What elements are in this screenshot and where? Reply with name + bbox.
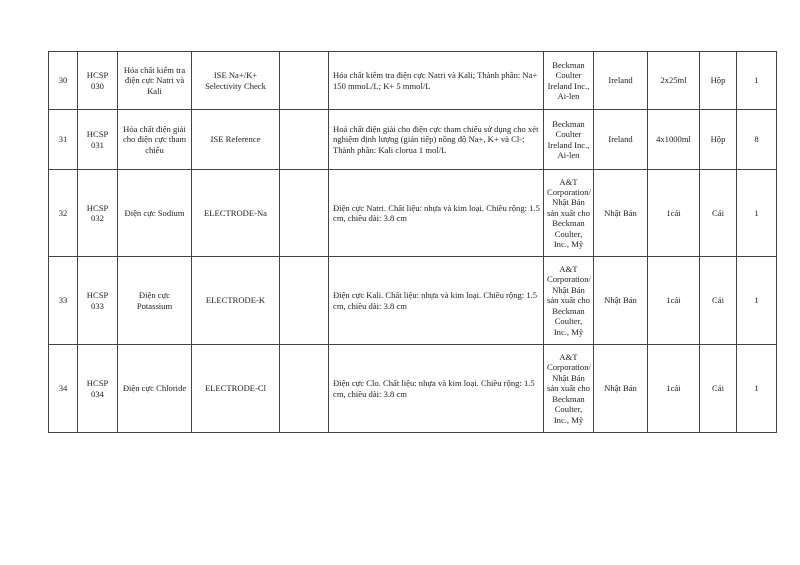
table-row: [49, 257, 777, 345]
manufacturer: Beckman Coulter Ireland Inc., Ai-len: [544, 52, 594, 110]
empty-cell: [280, 52, 329, 110]
product-name: Điện cực Chloride: [118, 345, 192, 433]
unit: Cái: [700, 345, 737, 433]
commercial-name: ELECTRODE-K: [192, 257, 280, 345]
unit: Hộp: [700, 52, 737, 110]
origin: Ireland: [594, 52, 648, 110]
product-code: HCSP 032: [78, 170, 118, 257]
origin: Nhật Bản: [594, 170, 648, 257]
table-row: [49, 345, 777, 433]
origin: Nhật Bản: [594, 345, 648, 433]
table-row: [49, 170, 777, 257]
empty-cell: [280, 345, 329, 433]
packing: 1cái: [648, 170, 700, 257]
manufacturer: A&T Corporation/ Nhật Bản sản xuất cho Beckman Coulter, Inc., Mỹ: [544, 345, 594, 433]
empty-cell: [280, 170, 329, 257]
quantity: 1: [737, 257, 777, 345]
row-number: 33: [49, 257, 78, 345]
table-row: [49, 52, 777, 110]
unit: Cái: [700, 257, 737, 345]
manufacturer: A&T Corporation/ Nhật Bản sản xuất cho Beckman Coulter, Inc., Mỹ: [544, 170, 594, 257]
origin: Nhật Bản: [594, 257, 648, 345]
quantity: 1: [737, 170, 777, 257]
packing: 4x1000ml: [648, 110, 700, 170]
product-code: HCSP 031: [78, 110, 118, 170]
specification: Điện cực Natri. Chất liệu: nhựa và kim loại. Chiều rộng: 1.5 cm, chiều dài: 3.8 cm: [329, 170, 544, 257]
specification: Điện cực Clo. Chất liệu: nhựa và kim loại. Chiều rộng: 1.5 cm, chiều dài: 3.8 cm: [329, 345, 544, 433]
quantity: 1: [737, 345, 777, 433]
packing: 1cái: [648, 257, 700, 345]
product-code: HCSP 034: [78, 345, 118, 433]
row-number: 30: [49, 52, 78, 110]
manufacturer: Beckman Coulter Ireland Inc., Ai-len: [544, 110, 594, 170]
product-name: Điện cực Sodium: [118, 170, 192, 257]
manufacturer: A&T Corporation/ Nhật Bản sản xuất cho Beckman Coulter, Inc., Mỹ: [544, 257, 594, 345]
specification: Hoá chất điện giải cho điện cực tham chiếu sử dụng cho xét nghiệm định lượng (gián tiếp) nồng độ Na+, K+ và Cl-; Thành phần: Kali clorua 1 mol/L: [329, 110, 544, 170]
specification: Điện cực Kali. Chất liệu: nhựa và kim loại. Chiều rộng: 1.5 cm, chiều dài: 3.8 cm: [329, 257, 544, 345]
empty-cell: [280, 110, 329, 170]
row-number: 32: [49, 170, 78, 257]
quantity: 1: [737, 52, 777, 110]
unit: Cái: [700, 170, 737, 257]
product-code: HCSP 033: [78, 257, 118, 345]
unit: Hộp: [700, 110, 737, 170]
empty-cell: [280, 257, 329, 345]
commercial-name: ISE Reference: [192, 110, 280, 170]
product-name: Điện cực Potassium: [118, 257, 192, 345]
row-number: 31: [49, 110, 78, 170]
product-code: HCSP 030: [78, 52, 118, 110]
product-name: Hóa chất kiểm tra điện cực Natri và Kali: [118, 52, 192, 110]
row-number: 34: [49, 345, 78, 433]
table-row: [49, 110, 777, 170]
specification: Hóa chất kiểm tra điện cực Natri và Kali; Thành phần: Na+ 150 mmoL/L; K+ 5 mmol/L: [329, 52, 544, 110]
packing: 1cái: [648, 345, 700, 433]
packing: 2x25ml: [648, 52, 700, 110]
product-table: [48, 51, 777, 433]
quantity: 8: [737, 110, 777, 170]
commercial-name: ELECTRODE-Cl: [192, 345, 280, 433]
commercial-name: ELECTRODE-Na: [192, 170, 280, 257]
commercial-name: ISE Na+/K+ Selectivity Check: [192, 52, 280, 110]
product-name: Hóa chất điện giải cho điện cực tham chiếu: [118, 110, 192, 170]
origin: Ireland: [594, 110, 648, 170]
